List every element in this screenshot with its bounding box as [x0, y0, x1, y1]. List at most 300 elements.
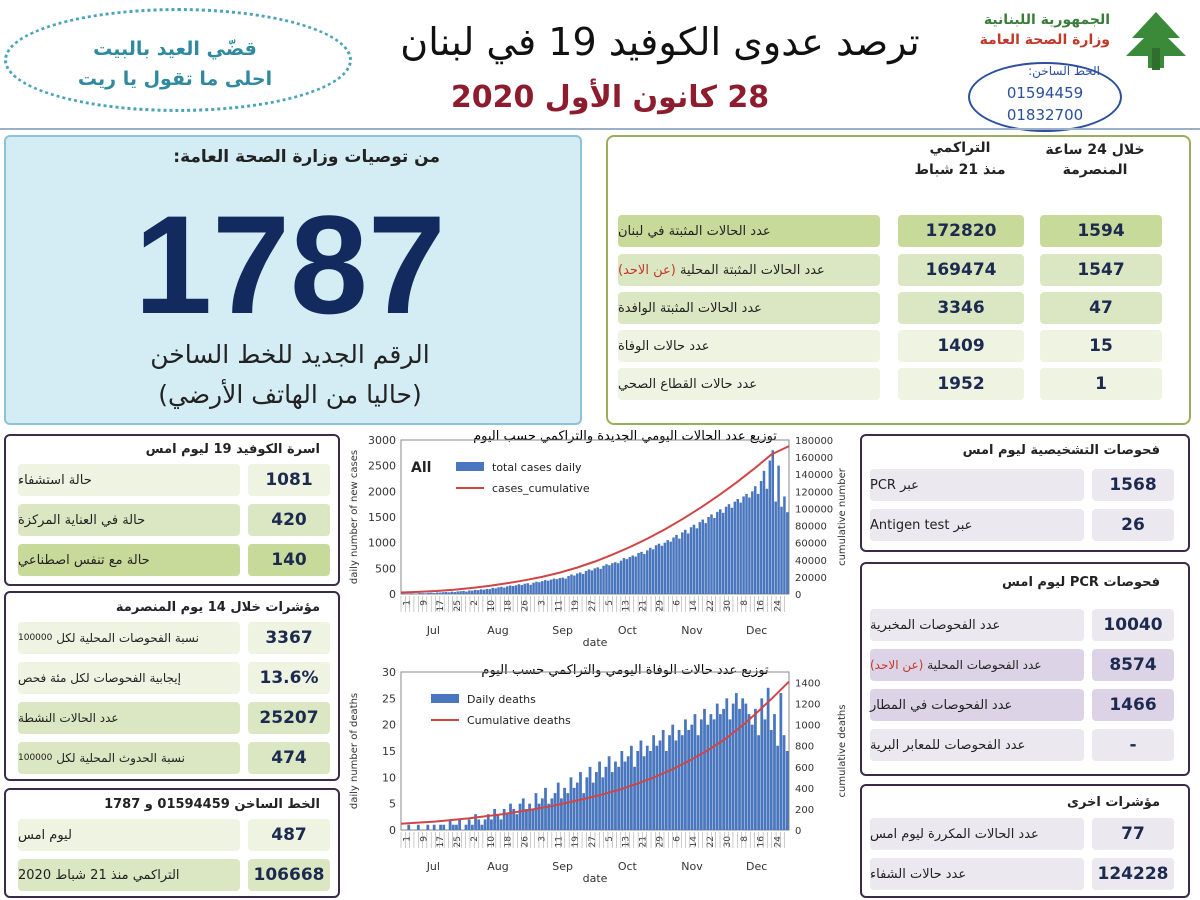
chart-0-day-tick: 9 [419, 600, 430, 606]
chart-1-bar [662, 730, 665, 830]
chart-1-bar [741, 698, 744, 830]
chart-0-bar [509, 586, 512, 594]
chart-0-bar [734, 502, 737, 594]
chart-1-bar [703, 709, 706, 830]
chart-0-day-tick: 18 [503, 600, 514, 612]
other-label-0: عدد الحالات المكررة ليوم امس [870, 818, 1084, 850]
chart-1-bar [557, 783, 560, 830]
chart-0-day-tick: 10 [486, 600, 497, 612]
chart-0-bar [532, 583, 535, 594]
chart-0-bar [672, 538, 675, 594]
chart-0-y2tick-label: 100000 [795, 504, 834, 516]
chart-0-y2tick-label: 60000 [795, 538, 827, 550]
chart-0-bar [693, 525, 696, 594]
chart-1-day-tick: 18 [503, 836, 514, 848]
chart-0-day-tick: 19 [571, 600, 582, 612]
chart-1-day-tick: 24 [773, 836, 784, 848]
summary-cum-4: 1952 [898, 368, 1024, 400]
chart-1-bar [442, 825, 445, 830]
summary-24h-3: 15 [1040, 330, 1162, 362]
chart-0-bar [433, 593, 436, 594]
chart-1-bar [605, 767, 608, 830]
chart-0-bar [491, 588, 494, 594]
chart-0-bar [681, 532, 684, 594]
chart-1-bar [640, 740, 643, 830]
chart-0-bar [579, 572, 582, 594]
chart-1-ytick-label: 25 [382, 692, 396, 706]
chart-0-bar [410, 593, 413, 594]
chart-0-bar [486, 589, 489, 594]
chart-1-bar [496, 814, 499, 830]
chart-1-day-tick: 19 [571, 836, 582, 848]
chart-1-day-tick: 17 [436, 836, 447, 848]
chart-0-bar [731, 508, 734, 594]
family-label-0: حالة استشفاء [18, 464, 240, 496]
chart-1-y2tick-label: 400 [795, 783, 815, 795]
chart-0-bar [483, 590, 486, 594]
chart-0-bar [436, 592, 439, 594]
chart-0-y2tick-label: 0 [795, 590, 802, 601]
chart-1-bar [592, 783, 595, 830]
chart-0-bar [687, 533, 690, 594]
chart-0-legend-bar-swatch [456, 462, 484, 471]
chart-1-bar [528, 804, 531, 830]
chart-0-bar [649, 548, 652, 594]
chart-1-bar [668, 735, 671, 830]
hotline-panel-line-1: الرقم الجديد للخط الساخن [150, 340, 430, 369]
chart-1-bar [697, 735, 700, 830]
chart-1-legend-line-label: Cumulative deaths [467, 714, 571, 727]
chart-0-bar [582, 574, 585, 594]
chart-1-bar [725, 698, 728, 830]
chart-0-bar [459, 591, 462, 594]
chart-1-bar [722, 709, 725, 830]
chart-1-bar [757, 735, 760, 830]
chart-0-bar [646, 550, 649, 594]
chart-1-bar [770, 730, 773, 830]
chart-0-day-tick: 6 [672, 600, 683, 606]
chart-0-bar [631, 556, 634, 595]
chart-1-bar [675, 740, 678, 830]
chart-0-bar [716, 512, 719, 594]
chart-1-day-tick: 22 [706, 836, 717, 848]
chart-1-bar [671, 725, 674, 830]
other-title: مؤشرات اخرى [1067, 795, 1160, 810]
chart-1-y2tick-label: 1000 [795, 720, 821, 732]
chart-0-bar [544, 580, 547, 594]
chart-1-bar [535, 793, 538, 830]
chart-1-day-tick: 11 [554, 836, 565, 848]
chart-0-ylabel: daily number of new cases [349, 449, 360, 585]
chart-0-bar [506, 586, 509, 594]
chart-1-day-tick: 26 [520, 836, 531, 848]
pcr-value-1: 8574 [1092, 649, 1174, 681]
chart-0-day-tick: 14 [689, 600, 700, 612]
chart-0-bar [451, 592, 454, 594]
chart-0-bar [456, 591, 459, 594]
chart-0-bar [535, 582, 538, 594]
family-value-0: 1081 [248, 464, 330, 496]
chart-0-bar [620, 561, 623, 594]
chart-1-bar [735, 693, 738, 830]
chart-1-bar [541, 798, 544, 830]
chart-1-day-tick: 27 [588, 836, 598, 848]
hotline-calls-value-0: 487 [248, 819, 330, 851]
chart-0-day-tick: 22 [706, 600, 717, 612]
chart-0-bar [617, 563, 620, 594]
chart-0-bar [471, 591, 474, 594]
chart-0-bar [713, 518, 716, 594]
chart-0-month-label: Aug [487, 624, 509, 637]
chart-1-ylabel2: cumulative deaths [837, 704, 848, 798]
chart-0-bar [637, 553, 640, 594]
chart-1-bar [493, 809, 496, 830]
chart-0-bar [521, 585, 524, 594]
chart-1-bar [709, 714, 712, 830]
chart-0-day-tick: 26 [520, 600, 531, 612]
chart-0-bar [442, 592, 445, 594]
chart-1-ytick-label: 30 [382, 666, 396, 679]
pcr-value-3: - [1092, 729, 1174, 761]
chart-0-bar [777, 466, 780, 594]
indicator-value-1: 13.6% [248, 662, 330, 694]
chart-0-bar [556, 579, 559, 594]
chart-1-title: توزيع عدد حالات الوفاة اليومي والتراكمي حسب اليوم [481, 663, 769, 678]
diagnostic-label-1: عبر Antigen test [870, 509, 1084, 541]
hotline-number-1: 01594459 [1006, 84, 1084, 102]
chart-0-y2tick-label: 40000 [795, 555, 827, 567]
chart-0-bar [494, 588, 497, 594]
chart-0-bar [427, 593, 430, 594]
summary-cum-2: 3346 [898, 292, 1024, 324]
chart-0-month-label: Oct [617, 624, 637, 637]
summary-col-cum-1: التراكمي [929, 140, 991, 156]
summary-cum-1: 169474 [898, 254, 1024, 286]
chart-1-legend-bar-label: Daily deaths [467, 693, 536, 706]
chart-0-y2tick-label: 120000 [795, 487, 834, 499]
chart-1-bar [716, 704, 719, 830]
chart-1-day-tick: 6 [672, 836, 683, 842]
chart-0-bar [704, 523, 707, 594]
other-value-0: 77 [1092, 818, 1174, 850]
chart-0-bar [684, 530, 687, 594]
chart-0-bar [474, 590, 477, 594]
chart-1-day-tick: 30 [722, 836, 733, 848]
indicator-label-3: نسبة الحدوث المحلية لكل 100000 [18, 742, 240, 774]
chart-0-title: توزيع عدد الحالات اليومي الجديدة والتراكمي حسب اليوم [473, 429, 777, 444]
chart-1-bar [506, 814, 509, 830]
greeting-line-1: قضّي العيد بالبيت [93, 38, 257, 60]
summary-24h-2: 47 [1040, 292, 1162, 324]
pcr-value-0: 10040 [1092, 609, 1174, 641]
chart-1-bar [585, 777, 588, 830]
chart-1-bar [519, 804, 522, 830]
summary-cum-0: 172820 [898, 215, 1024, 247]
chart-0-bar [626, 559, 629, 594]
chart-1-bar [706, 725, 709, 830]
chart-0-bar [454, 592, 457, 594]
chart-0-bar [465, 592, 468, 594]
chart-1-bar [563, 788, 566, 830]
chart-0-bar [570, 574, 573, 594]
chart-0-bar [783, 496, 786, 594]
chart-0-ytick-label: 500 [375, 562, 396, 576]
chart-1-bar [484, 819, 487, 830]
chart-0-bar [477, 590, 480, 594]
chart-0-day-tick: 29 [655, 600, 666, 612]
indicator-label-1: إيجابية الفحوصات لكل مئة فحص [18, 662, 240, 694]
family-label-1: حالة في العناية المركزة [18, 504, 240, 536]
chart-1-bar [764, 719, 767, 830]
chart-0-bar [503, 588, 506, 594]
chart-0-bar [430, 593, 433, 594]
page-title: ترصد عدوى الكوفيد 19 في لبنان [400, 20, 920, 64]
chart-0-bar [760, 481, 763, 594]
chart-1-day-tick: 8 [739, 836, 750, 842]
chart-0-bar [585, 571, 588, 594]
chart-0-ytick-label: 2000 [368, 485, 396, 499]
diagnostic-value-1: 26 [1092, 509, 1174, 541]
chart-0-bar [541, 581, 544, 594]
chart-0-bar [739, 503, 742, 594]
chart-0-bar [591, 570, 594, 594]
chart-1-bar [439, 825, 442, 830]
summary-col-24h: خلال 24 ساعة المنصرمة [1045, 142, 1145, 178]
chart-0-day-tick: 3 [537, 600, 548, 606]
chart-0-day-tick: 1 [402, 600, 413, 606]
chart-1-day-tick: 10 [486, 836, 497, 848]
chart-0-bar [643, 554, 646, 594]
chart-0-bar [573, 576, 576, 594]
chart-0-day-tick: 25 [453, 600, 464, 612]
chart-1-bar [595, 772, 598, 830]
indicator-unit-0: 100000 [18, 633, 53, 643]
chart-1-bar [783, 735, 786, 830]
chart-0-ytick-label: 2500 [368, 459, 396, 473]
chart-1-bar [509, 804, 512, 830]
chart-0-legend-bar-label: total cases daily [492, 461, 582, 474]
chart-1-y2tick-label: 600 [795, 762, 815, 774]
chart-1-day-tick: 9 [419, 836, 430, 842]
chart-0-bar [439, 593, 442, 594]
summary-label-0: عدد الحالات المثبتة في لبنان [618, 215, 880, 247]
diagnostic-label-0: عبر PCR [870, 469, 1084, 501]
chart-0-bar [771, 450, 774, 594]
family-value-1: 420 [248, 504, 330, 536]
pcr-title: فحوصات PCR ليوم امس [1002, 575, 1160, 590]
chart-0-bar [445, 592, 448, 594]
pcr-label-3: عدد الفحوصات للمعابر البرية [870, 729, 1084, 761]
chart-1-ytick-label: 15 [382, 745, 396, 758]
chart-0-bar [725, 507, 728, 594]
chart-1-bar [617, 767, 620, 830]
chart-1-bar [652, 735, 655, 830]
ministry-name-1: الجمهورية اللبنانية [983, 12, 1110, 28]
chart-0-day-tick: 30 [722, 600, 733, 612]
chart-0-bar [605, 564, 608, 594]
chart-0-bar [599, 569, 602, 594]
chart-1-bar [659, 740, 662, 830]
chart-1-bar [455, 825, 458, 830]
chart-0-bar [652, 549, 655, 594]
chart-1-bar [767, 688, 770, 830]
chart-1-bar [655, 746, 658, 830]
chart-0-bar [611, 563, 614, 594]
chart-0-bar [699, 522, 702, 594]
chart-0-bar [701, 520, 704, 594]
chart-0-bar [623, 558, 626, 594]
chart-1-bar [477, 819, 480, 830]
chart-1-bar [611, 772, 614, 830]
chart-1-day-tick: 2 [469, 836, 480, 842]
chart-1-bar [407, 825, 410, 830]
chart-0-bar [664, 543, 667, 594]
chart-0-ytick-label: 1000 [368, 536, 396, 550]
chart-0-bar [489, 589, 492, 594]
chart-0-bar [602, 566, 605, 594]
chart-0-bar [529, 585, 532, 594]
chart-0-bar [576, 573, 579, 594]
chart-0-y2tick-label: 180000 [795, 436, 834, 447]
chart-1-bar [576, 783, 579, 830]
chart-0-xlabel: date [582, 636, 608, 649]
summary-label-4: عدد حالات القطاع الصحي [618, 368, 880, 400]
chart-1-bar [515, 814, 518, 830]
summary-24h-0: 1594 [1040, 215, 1162, 247]
chart-0-bar [722, 513, 725, 594]
chart-0-legend-line-label: cases_cumulative [492, 482, 590, 495]
chart-0-day-tick: 5 [604, 600, 615, 606]
indicator-label-0: نسبة الفحوصات المحلية لكل 100000 [18, 622, 240, 654]
chart-1-bar [773, 714, 776, 830]
chart-0-bar [766, 489, 769, 594]
greeting-line-2: احلى ما تقول يا ريت [77, 68, 273, 90]
indicator-unit-3: 100000 [18, 753, 53, 763]
chart-1-bar [678, 730, 681, 830]
chart-0-bar [655, 545, 658, 594]
summary-24h-4: 1 [1040, 368, 1162, 400]
chart-0-bar [401, 593, 404, 594]
chart-0-bar [745, 494, 748, 594]
chart-0-bar [669, 542, 672, 594]
chart-0-bar [468, 590, 471, 594]
chart-0-bar [512, 586, 515, 594]
chart-0-bar [666, 540, 669, 594]
chart-1-bar [646, 746, 649, 830]
chart-1-bar [748, 714, 751, 830]
summary-label-2: عدد الحالات المثبتة الوافدة [618, 292, 880, 324]
chart-1-bar [481, 825, 484, 830]
chart-0-month-label: Nov [681, 624, 703, 637]
chart-1-bar [490, 819, 493, 830]
chart-0-bar [774, 502, 777, 594]
chart-1-day-tick: 5 [604, 836, 615, 842]
chart-0-bar [757, 494, 760, 594]
family-value-2: 140 [248, 544, 330, 576]
chart-1-bar [690, 725, 693, 830]
chart-1-month-label: Sep [552, 860, 574, 873]
summary-note-1: (عن الاحد) [618, 262, 676, 278]
chart-1-ytick-label: 0 [389, 824, 396, 837]
chart-0-bar [634, 557, 637, 594]
chart-1-bar [417, 825, 420, 830]
chart-0-bar [547, 581, 550, 594]
chart-0-bar [497, 587, 500, 594]
family-title: اسرة الكوفيد 19 ليوم امس [145, 442, 320, 457]
chart-1-bar [633, 767, 636, 830]
chart-0-bar [462, 591, 465, 594]
chart-1-bar [426, 825, 429, 830]
hotline-panel-heading: من توصيات وزارة الصحة العامة: [173, 147, 440, 167]
chart-0-bar [596, 567, 599, 594]
hotline-calls-label-1: التراكمي منذ 21 شباط 2020 [18, 859, 240, 891]
header-divider [0, 128, 1200, 130]
hotline-calls-label-0: ليوم امس [18, 819, 240, 851]
chart-0-bar [696, 528, 699, 594]
chart-0-ytick-label: 3000 [368, 434, 396, 447]
chart-0-bar [480, 589, 483, 594]
chart-1-bar [554, 793, 557, 830]
summary-label-3: عدد حالات الوفاة [618, 330, 880, 362]
chart-1-y2tick-label: 1200 [795, 699, 821, 711]
chart-1-bar [522, 798, 525, 830]
chart-0-bar [719, 509, 722, 594]
chart-1-bar [465, 825, 468, 830]
chart-0-bar [710, 514, 713, 594]
chart-0-bar [661, 546, 664, 594]
chart-1-bar [620, 751, 623, 830]
pcr-label-1: عدد الفحوصات المحلية (عن الاحد) [870, 649, 1084, 681]
chart-0-day-tick: 11 [554, 600, 565, 612]
chart-1-legend-bar-swatch [431, 694, 459, 703]
chart-1-bar [471, 825, 474, 830]
chart-0-bar [658, 544, 661, 594]
family-label-2: حالة مع تنفس اصطناعي [18, 544, 240, 576]
chart-0-ylabel2: cumulative number [837, 468, 848, 566]
chart-1-bar [433, 825, 436, 830]
chart-1-ylabel: daily number of deaths [349, 692, 360, 810]
chart-1-bar [684, 719, 687, 830]
chart-0-bar [769, 461, 772, 594]
chart-1-day-tick: 1 [402, 836, 413, 842]
chart-0-bar [421, 593, 424, 594]
chart-0-bar [588, 569, 591, 594]
chart-0-bar [736, 499, 739, 594]
chart-0-day-tick: 17 [436, 600, 447, 612]
chart-1-day-tick: 3 [537, 836, 548, 842]
chart-0-ytick-label: 0 [389, 588, 396, 601]
chart-0-bar [500, 587, 503, 594]
chart-1-y2tick-label: 1400 [795, 678, 821, 690]
chart-0-bar [404, 593, 407, 594]
chart-1-ytick-label: 10 [382, 771, 396, 785]
summary-col-cum-2: منذ 21 شباط [914, 162, 1006, 178]
chart-0-bar [786, 512, 789, 594]
chart-1-day-tick: 25 [453, 836, 464, 848]
chart-1-bar [525, 809, 528, 830]
diagnostic-value-0: 1568 [1092, 469, 1174, 501]
chart-1-day-tick: 14 [689, 836, 700, 848]
chart-1-bar [570, 777, 573, 830]
chart-1-ytick-label: 5 [389, 797, 396, 811]
pcr-note-1: (عن الاحد) [870, 658, 924, 672]
chart-1-bar [636, 751, 639, 830]
chart-0-month-label: Sep [552, 624, 574, 637]
chart-0-bar [550, 580, 553, 594]
chart-0-bar [707, 517, 710, 594]
chart-0-bar [751, 491, 754, 594]
indicator-label-2: عدد الحالات النشطة [18, 702, 240, 734]
